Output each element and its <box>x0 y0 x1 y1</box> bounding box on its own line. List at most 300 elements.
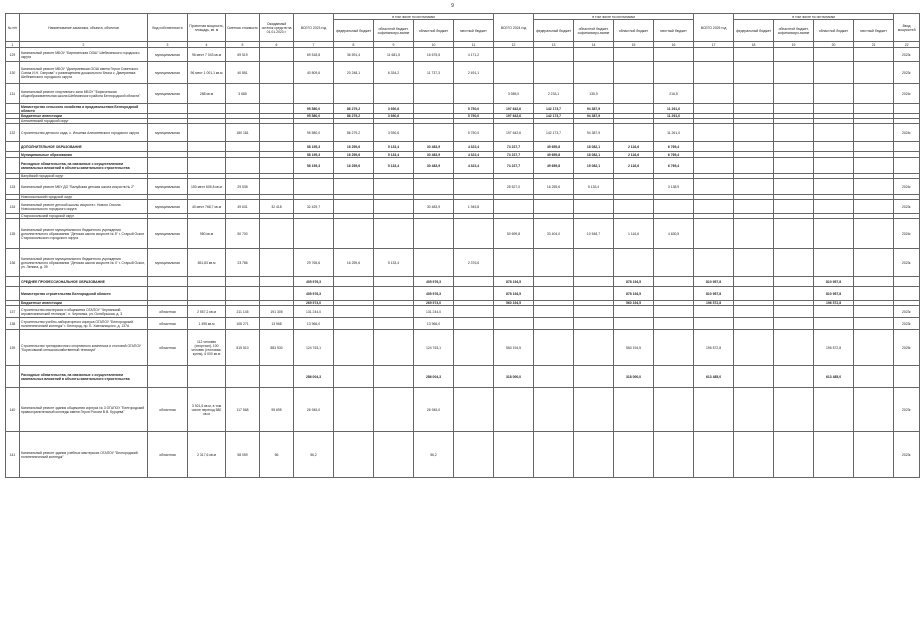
table-cell: 95 580,0 <box>294 104 334 114</box>
table-cell <box>226 287 260 301</box>
table-cell <box>374 306 414 318</box>
table-cell: 883 530 <box>260 330 294 366</box>
table-cell: 108 271 <box>226 318 260 330</box>
column-number: 5 <box>226 42 260 48</box>
table-cell: 613 485,0 <box>694 366 734 388</box>
table-cell <box>814 48 854 62</box>
table-row <box>6 200 920 214</box>
table-cell: 4 630,5 <box>654 219 694 249</box>
table-cell <box>774 366 814 388</box>
table-row <box>6 330 920 366</box>
table-cell <box>774 388 814 432</box>
table-cell: 30 483,9 <box>414 142 454 152</box>
table-cell: 405 976,3 <box>294 287 334 301</box>
table-cell: 13 968 <box>260 318 294 330</box>
table-cell <box>534 388 574 432</box>
table-cell: 2023г. <box>894 249 920 277</box>
table-cell: 2 233,1 <box>534 84 574 104</box>
table-cell <box>774 200 814 214</box>
table-cell <box>894 142 920 152</box>
table-cell: 150 мест 605,8 кв.м <box>188 179 226 195</box>
table-cell <box>694 62 734 84</box>
table-cell <box>334 306 374 318</box>
column-number: 4 <box>188 42 226 48</box>
row-number-cell: 139 <box>6 330 20 366</box>
table-cell: 3 930,6 <box>374 124 414 142</box>
table-cell <box>774 432 814 478</box>
table-cell: 13 966,0 <box>414 318 454 330</box>
table-cell <box>534 200 574 214</box>
table-cell: 5 750,0 <box>454 104 494 114</box>
col-header-commissioning: Ввод мощностей <box>894 14 920 42</box>
table-cell <box>854 124 894 142</box>
table-cell <box>654 330 694 366</box>
table-cell: 5 133,4 <box>374 142 414 152</box>
table-cell: 216,5 <box>654 84 694 104</box>
table-cell <box>260 249 294 277</box>
table-cell <box>854 277 894 287</box>
table-cell: 30 483,9 <box>414 152 454 158</box>
table-cell: 878 194,5 <box>494 277 534 287</box>
table-cell <box>454 277 494 287</box>
table-cell <box>574 277 614 287</box>
table-cell <box>534 306 574 318</box>
table-cell: 2024г. <box>894 124 920 142</box>
table-cell: 15 082,1 <box>574 158 614 174</box>
col-header-number: № п/п <box>6 14 20 42</box>
table-cell: 18 082,1 <box>574 142 614 152</box>
table-cell <box>774 306 814 318</box>
column-number: 16 <box>654 42 694 48</box>
table-cell <box>374 287 414 301</box>
table-cell <box>854 306 894 318</box>
col-header-ownership: Вид собственности <box>148 14 188 42</box>
table-cell <box>334 287 374 301</box>
table-cell <box>574 388 614 432</box>
object-name-cell: Расходные обязательства, на связанные с осуществлением капитальных вложений в объекты капитального строительства <box>20 158 148 174</box>
table-cell <box>294 179 334 195</box>
table-cell: 11 261,0 <box>654 104 694 114</box>
row-number-cell: 131 <box>6 84 20 104</box>
row-number-cell: 135 <box>6 219 20 249</box>
table-cell: 810 957,8 <box>814 277 854 287</box>
table-cell: 86 279,2 <box>334 114 374 119</box>
table-cell <box>614 104 654 114</box>
table-cell <box>260 142 294 152</box>
table-cell: 2024г. <box>894 84 920 104</box>
table-cell: 94 387,9 <box>574 124 614 142</box>
table-cell: 560 194,5 <box>494 330 534 366</box>
table-cell <box>334 200 374 214</box>
table-cell <box>454 219 494 249</box>
table-cell <box>654 277 694 287</box>
table-cell <box>574 200 614 214</box>
table-cell <box>774 179 814 195</box>
col-header-cost: Сметная стоимость <box>226 14 260 42</box>
table-cell <box>374 318 414 330</box>
table-cell <box>614 124 654 142</box>
table-cell: 96 мест 1 001,1 кв.м <box>188 62 226 84</box>
table-cell: 32 418 <box>260 200 294 214</box>
table-cell: 560 194,5 <box>494 301 534 306</box>
table-cell: 197 642,6 <box>494 114 534 119</box>
table-cell <box>694 219 734 249</box>
table-cell <box>574 330 614 366</box>
row-number-cell: 129 <box>6 48 20 62</box>
object-name-cell: Капитальный ремонт спортивного зала МБОУ "Бирюченская общеобразовательная школа Шебекинского района Белгородской области" <box>20 84 148 104</box>
row-number-cell: 141 <box>6 432 20 478</box>
table-cell: 878 194,5 <box>614 277 654 287</box>
table-cell: 3 985,0 <box>494 84 534 104</box>
table-cell <box>148 104 188 114</box>
table-cell <box>374 388 414 432</box>
table-cell <box>188 277 226 287</box>
table-cell: 49 659,8 <box>534 152 574 158</box>
table-cell <box>814 200 854 214</box>
object-name-cell: Бюджетные инвестиции <box>20 301 148 306</box>
table-cell <box>734 277 774 287</box>
table-cell <box>260 62 294 84</box>
table-cell: 40 мест 768,7 кв.м <box>188 200 226 214</box>
table-cell: 2023г. <box>894 306 920 318</box>
table-cell <box>734 84 774 104</box>
object-name-cell: Капитальный ремонт здания учебных мастерских ОГАПОУ "Белгородский политехнический колледж" <box>20 432 148 478</box>
column-number: 14 <box>574 42 614 48</box>
table-cell <box>414 124 454 142</box>
table-cell <box>534 277 574 287</box>
table-cell <box>374 200 414 214</box>
table-cell <box>814 158 854 174</box>
table-cell: 560 194,5 <box>614 301 654 306</box>
table-cell: 405 976,3 <box>414 277 454 287</box>
table-cell: областная <box>148 330 188 366</box>
table-cell: 6 769,4 <box>654 158 694 174</box>
row-number-cell <box>6 277 20 287</box>
table-cell: 405 976,3 <box>294 277 334 287</box>
table-cell <box>534 432 574 478</box>
table-cell <box>894 287 920 301</box>
table-cell <box>774 249 814 277</box>
table-cell <box>188 158 226 174</box>
object-name-cell: Министерство строительства Белгородской области <box>20 287 148 301</box>
table-cell: 286 004,3 <box>414 366 454 388</box>
table-cell: областная <box>148 388 188 432</box>
table-row <box>6 432 920 478</box>
table-cell <box>188 104 226 114</box>
table-cell: 50 700 <box>226 219 260 249</box>
table-cell: 117 568 <box>226 388 260 432</box>
col-header-remainder: Ожидаемый остаток средств на 01.01.2023 г. <box>260 14 294 42</box>
object-name-cell: Капитальный ремонт муниципального бюджетного учреждения дополнительного образования "Детская школа искусств № 4" г. Старый Оскол, ул. Ленина, д. 39 <box>20 249 148 277</box>
table-cell: 2 317,6 кв.м <box>188 432 226 478</box>
table-cell <box>694 124 734 142</box>
table-cell <box>374 330 414 366</box>
object-name-cell: Строительство мастерских и общежития ОГАПОУ "Чернянский агромеханический техникум", п. Чернянка, ул. Октябрьская, д. 3 <box>20 306 148 318</box>
table-cell: 5 750,0 <box>454 124 494 142</box>
column-number: 11 <box>454 42 494 48</box>
table-cell: 5 133,4 <box>374 249 414 277</box>
table-cell <box>614 432 654 478</box>
table-cell <box>654 200 694 214</box>
table-cell <box>494 318 534 330</box>
object-name-cell: Строительство детского сада, с. Ильинка Алексеевского городского округа <box>20 124 148 142</box>
table-row <box>6 179 920 195</box>
table-cell <box>334 179 374 195</box>
table-cell: 124 763,1 <box>414 330 454 366</box>
table-cell: 2023г. <box>894 318 920 330</box>
table-cell <box>694 318 734 330</box>
table-cell <box>226 104 260 114</box>
table-cell: 49 659,8 <box>534 158 574 174</box>
table-cell <box>534 48 574 62</box>
row-number-cell: 132 <box>6 124 20 142</box>
column-number: 13 <box>534 42 574 48</box>
col-header-reg: областной бюджет <box>614 20 654 42</box>
table-cell: 6 769,4 <box>654 142 694 152</box>
table-cell <box>260 277 294 287</box>
table-cell: 2 116,6 <box>614 158 654 174</box>
table-cell: 196 572,8 <box>814 330 854 366</box>
table-cell <box>774 330 814 366</box>
table-cell <box>294 219 334 249</box>
object-name-cell: Новооскольский городской округ <box>20 195 148 200</box>
table-cell: 11 737,3 <box>414 62 454 84</box>
table-cell <box>414 219 454 249</box>
table-cell <box>260 48 294 62</box>
table-cell <box>774 48 814 62</box>
table-cell: 49 659,8 <box>534 142 574 152</box>
table-cell <box>854 287 894 301</box>
table-cell: муниципальная <box>148 179 188 195</box>
row-number-cell: 136 <box>6 249 20 277</box>
row-number-cell <box>6 142 20 152</box>
table-cell: 74 227,7 <box>494 158 534 174</box>
table-cell <box>614 200 654 214</box>
table-cell <box>654 48 694 62</box>
table-cell <box>260 179 294 195</box>
table-cell <box>374 179 414 195</box>
table-cell: 16 259,6 <box>334 142 374 152</box>
table-row <box>6 84 920 104</box>
table-cell <box>814 219 854 249</box>
table-cell: 6 334,2 <box>374 62 414 84</box>
table-cell: 2024г. <box>894 219 920 249</box>
table-cell <box>374 366 414 388</box>
column-number: 15 <box>614 42 654 48</box>
table-cell <box>734 219 774 249</box>
table-cell <box>534 287 574 301</box>
table-cell: 58 195,3 <box>294 158 334 174</box>
table-cell <box>260 124 294 142</box>
table-cell: 560 194,5 <box>614 330 654 366</box>
table-cell: 3 930,6 <box>374 104 414 114</box>
table-cell <box>694 432 734 478</box>
row-number-cell: 137 <box>6 306 20 318</box>
table-cell: 5 133,4 <box>574 179 614 195</box>
table-cell <box>654 249 694 277</box>
table-cell: 124 763,1 <box>294 330 334 366</box>
table-cell: 2 116,6 <box>614 142 654 152</box>
table-cell: 86 279,2 <box>334 124 374 142</box>
table-cell: 2023г. <box>894 388 920 432</box>
row-number-cell: 138 <box>6 318 20 330</box>
col-header-fed: федеральный бюджет <box>534 20 574 42</box>
table-cell <box>334 318 374 330</box>
table-cell <box>334 277 374 287</box>
table-cell: 851,83 кв.м <box>188 249 226 277</box>
table-cell: 2023г. <box>894 200 920 214</box>
table-cell <box>574 366 614 388</box>
group-header-2024: в том числе по источникам <box>534 14 694 20</box>
table-cell: 95 695 <box>260 388 294 432</box>
table-cell <box>574 287 614 301</box>
table-cell <box>854 200 894 214</box>
table-cell <box>614 179 654 195</box>
table-cell <box>260 287 294 301</box>
table-cell: 2 557,2 кв.м <box>188 306 226 318</box>
table-cell: 3 921,6 кв.м, в том числе переход 580 кв.м <box>188 388 226 432</box>
object-name-cell: Капитальный ремонт МБУ ДО "Валуйская детская школа искусств № 2" <box>20 179 148 195</box>
table-cell: 2 491,1 <box>454 62 494 84</box>
table-cell: 2025г. <box>894 330 920 366</box>
table-cell: 196 572,8 <box>814 301 854 306</box>
table-cell: 95 580,0 <box>294 114 334 119</box>
table-cell <box>854 104 894 114</box>
table-cell: 16 259,6 <box>334 158 374 174</box>
table-cell: 4 322,4 <box>454 152 494 158</box>
table-cell <box>734 124 774 142</box>
table-cell: 1 495 кв.м <box>188 318 226 330</box>
table-cell: 197 642,6 <box>494 124 534 142</box>
table-cell <box>814 318 854 330</box>
table-cell <box>814 388 854 432</box>
table-cell <box>814 432 854 478</box>
table-cell <box>654 306 694 318</box>
table-cell: 30 483,9 <box>414 158 454 174</box>
investment-table <box>5 13 920 478</box>
table-cell <box>734 179 774 195</box>
table-cell: 142 173,7 <box>534 124 574 142</box>
table-cell <box>734 330 774 366</box>
table-cell: муниципальная <box>148 219 188 249</box>
table-cell <box>614 62 654 84</box>
table-cell <box>694 388 734 432</box>
table-cell <box>734 306 774 318</box>
column-number: 8 <box>334 42 374 48</box>
table-cell: 810 957,8 <box>694 287 734 301</box>
table-cell <box>654 388 694 432</box>
table-cell: 3 930,6 <box>374 114 414 119</box>
table-cell: 405 976,3 <box>414 287 454 301</box>
col-header-reg: областной бюджет <box>414 20 454 42</box>
row-number-cell: 134 <box>6 200 20 214</box>
column-number: 3 <box>148 42 188 48</box>
table-row <box>6 388 920 432</box>
object-name-cell: Капитальный ремонт здания общежития корпуса № 3 ОГАПОУ "Белгородский правоохранительный колледж имени Героя России В.В. Бурцева" <box>20 388 148 432</box>
table-cell <box>614 48 654 62</box>
object-name-cell: Алексеевский городской округ <box>20 119 148 124</box>
table-cell: 4 322,4 <box>454 142 494 152</box>
table-cell <box>534 366 574 388</box>
table-cell: 613 485,0 <box>814 366 854 388</box>
table-cell <box>374 432 414 478</box>
column-number: 21 <box>854 42 894 48</box>
table-cell <box>334 219 374 249</box>
col-header-regco: областной бюджет, софинансиро-вание <box>774 20 814 42</box>
table-row <box>6 277 920 287</box>
row-number-cell: 133 <box>6 179 20 195</box>
table-cell: 58 059 <box>226 432 260 478</box>
table-cell <box>614 84 654 104</box>
table-cell: 5 750,0 <box>454 114 494 119</box>
table-cell <box>334 366 374 388</box>
col-header-total-2025: ВСЕГО 2025 год <box>694 14 734 42</box>
table-cell: 13 966,0 <box>294 318 334 330</box>
table-cell <box>774 84 814 104</box>
table-cell <box>494 48 534 62</box>
table-cell <box>226 142 260 152</box>
table-cell <box>148 158 188 174</box>
table-cell <box>854 219 894 249</box>
table-cell <box>734 249 774 277</box>
table-row <box>6 124 920 142</box>
table-cell <box>534 318 574 330</box>
table-cell <box>854 158 894 174</box>
table-cell: 131 244,0 <box>294 306 334 318</box>
table-cell: 74 227,7 <box>494 152 534 158</box>
table-cell <box>854 84 894 104</box>
table-cell <box>854 249 894 277</box>
table-cell: муниципальная <box>148 48 188 62</box>
object-name-cell: Расходные обязательства, на связанные с осуществлением капитальных вложений в объекты капитального строительства <box>20 366 148 388</box>
table-cell <box>454 366 494 388</box>
table-cell <box>774 219 814 249</box>
table-cell <box>814 142 854 152</box>
column-number: 20 <box>814 42 854 48</box>
table-cell: 94 387,9 <box>574 114 614 119</box>
table-cell: 56,2 <box>294 432 334 478</box>
table-cell: 2024г. <box>894 179 920 195</box>
column-number: 19 <box>774 42 814 48</box>
table-cell <box>734 287 774 301</box>
table-cell: 28 527,0 <box>494 179 534 195</box>
row-number-cell <box>6 287 20 301</box>
col-header-capacity: Проектная мощность, площадь, кв. м <box>188 14 226 42</box>
table-cell: 878 194,5 <box>614 287 654 301</box>
table-cell <box>534 62 574 84</box>
table-cell <box>574 62 614 84</box>
table-cell: 69 518,8 <box>294 48 334 62</box>
table-cell: 142 173,7 <box>534 114 574 119</box>
table-cell <box>414 179 454 195</box>
object-name-cell: Бюджетные инвестиции <box>20 114 148 119</box>
object-name-cell: СРЕДНЕЕ ПРОФЕССИОНАЛЬНОЕ ОБРАЗОВАНИЕ <box>20 277 148 287</box>
table-cell: 40 851 <box>226 62 260 84</box>
column-number: 10 <box>414 42 454 48</box>
table-cell <box>494 249 534 277</box>
table-cell <box>374 277 414 287</box>
table-cell: 211 145 <box>226 306 260 318</box>
table-cell <box>574 48 614 62</box>
table-cell: 23 786 <box>226 249 260 277</box>
table-cell <box>734 104 774 114</box>
table-row <box>6 158 920 174</box>
table-cell <box>774 277 814 287</box>
table-cell <box>374 219 414 249</box>
table-cell <box>614 318 654 330</box>
table-cell: 6 769,4 <box>654 152 694 158</box>
table-cell: 878 194,5 <box>494 287 534 301</box>
